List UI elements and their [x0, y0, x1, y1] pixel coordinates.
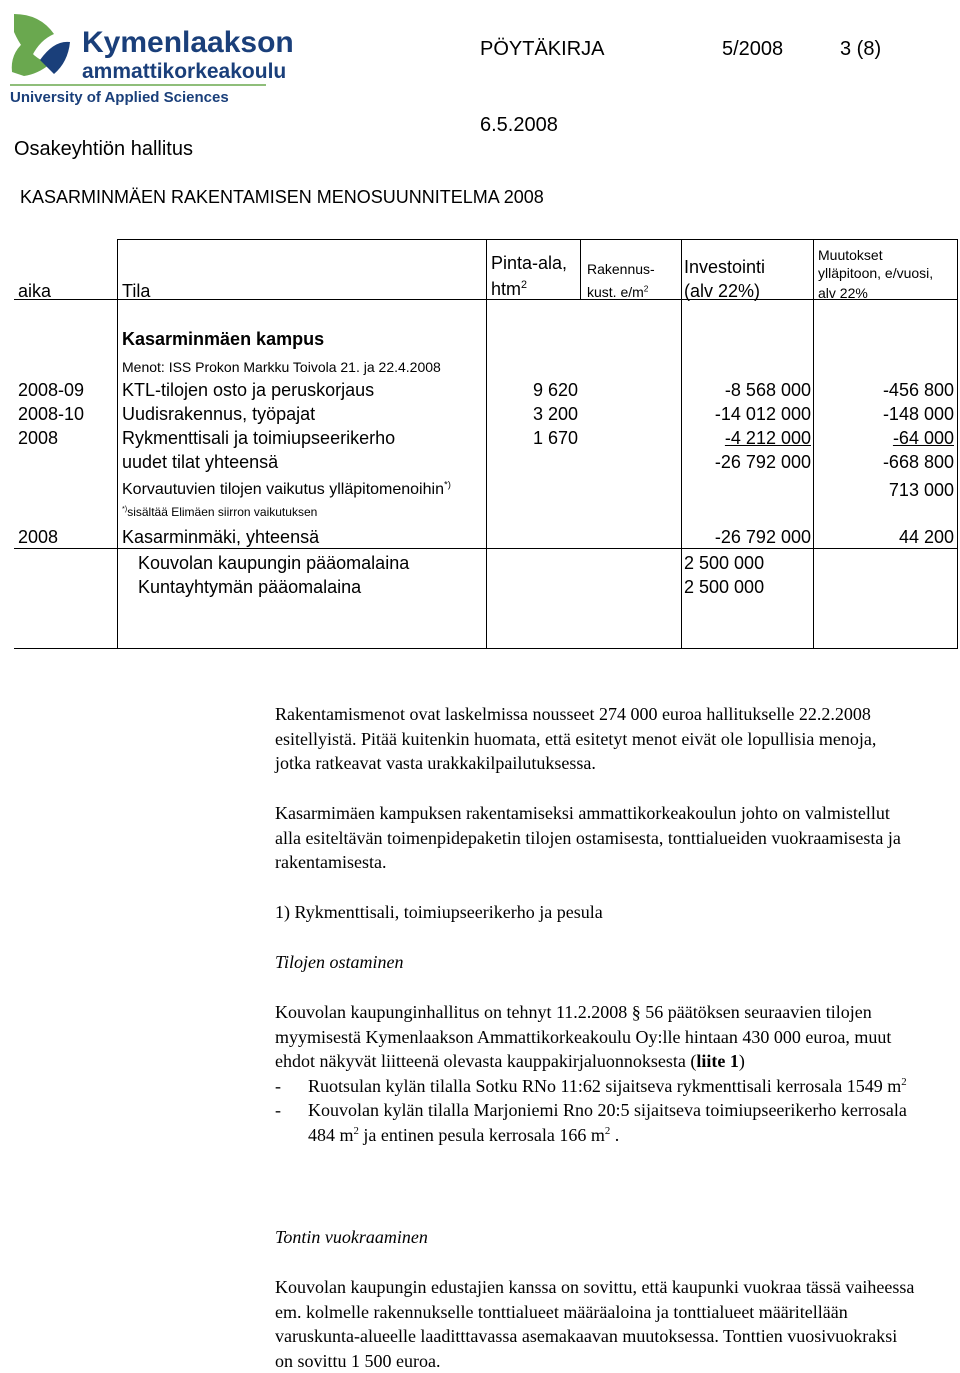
paragraph-1: Rakentamismenot ovat laskelmissa nousseet 274 000 euroa hallitukselle 22.2.2008 esitellyistä. Pitää kuitenkin huomata, että esitetyt menot eivät ole lopullisia menoja, jotka ratkeavat vasta urakkakilpailutuksessa. [275, 704, 877, 773]
paragraph-3: Kouvolan kaupunginhallitus on tehnyt 11.2.2008 § 56 päätöksen seuraavien tilojen myymisestä Kymenlaakson Ammattikorkeakoulu Oy:lle hintaan 430 000 euroa, muut ehdot näkyvät liitteenä olevasta kauppakirjaluonnoksesta (liite 1) - Ruotsulan kylän tilalla Sotku RNo 11:62 sijaitseva rykmenttisali kerrosala 1549 $m^2$ - Kouvolan kylän tilalla Marjoniemi Rno 20:5 sijaitseva toimiupseerikerho kerrosala 484 $m^2$ ja entinen pesula kerrosala 166 $m^2$ . [275, 1000, 915, 1147]
total-aika: 2008 [18, 527, 59, 547]
subtotal-inv: -26 792 000 [714, 452, 811, 472]
list-item: - Kouvolan kylän tilalla Marjoniemi Rno 20:5 sijaitseva toimiupseerikerho kerrosala 484 $m^2$ ja entinen pesula kerrosala 166 $m^2$ . [275, 1100, 907, 1145]
footnote: *)sisältää Elimäen siirron vaikutuksen [122, 504, 318, 519]
row3-pinta: 1 670 [532, 428, 578, 448]
row1-aika: 2008-09 [18, 380, 85, 400]
row2-aika: 2008-10 [18, 404, 85, 424]
header-aika: aika [18, 281, 52, 301]
logo-name: Kymenlaakson [82, 26, 294, 59]
row1-tila: KTL-tilojen osto ja peruskorjaus [122, 380, 375, 400]
heading-3: Tontin vuokraaminen [275, 1227, 428, 1247]
paragraph-4: Kouvolan kaupungin edustajien kanssa on sovittu, että kaupunki vuokraa tässä vaiheessa em. kolmelle rakennukselle tonttialueet määräaloina ja tonttialueet määritellään varuskunta-alueelle laaditttavassa asemakaavan muutoksessa. Tonttien vuosivuokraksi on sovittu 1 500 euroa. [275, 1277, 915, 1371]
logo [10, 12, 294, 108]
doc-type: PÖYTÄKIRJA [480, 38, 605, 60]
loan2-label: Kuntayhtymän pääomalaina [138, 577, 362, 597]
total-label: Kasarminmäki, yhteensä [122, 527, 320, 547]
paragraph-2: Kasarmimäen kampuksen rakentamiseksi ammattikorkeakoulun johto on valmistellut alla esiteltävän toimenpidepaketin tilojen ostamisesta, tonttialueiden vuokraamisesta ja rakentamisesta. [275, 803, 901, 872]
page-number: 3 (8) [840, 38, 882, 60]
row2-pinta: 3 200 [532, 404, 578, 424]
row2-tila: Uudisrakennus, työpajat [122, 404, 316, 424]
header-muutokset-line2: ylläpitoon, e/vuosi, [818, 265, 934, 281]
logo-subname: ammattikorkeakoulu [82, 60, 287, 83]
heading-1: 1) Rykmenttisali, toimiupseerikerho ja pesula [275, 902, 603, 922]
header-muutokset-line1: Muutokset [818, 247, 883, 263]
heading-2: Tilojen ostaminen [275, 952, 404, 972]
korvaus-muut: 713 000 [888, 480, 954, 500]
document-title: KASARMINMÄEN RAKENTAMISEN MENOSUUNNITELMA 2008 [20, 187, 544, 207]
list-item: - Ruotsulan kylän tilalla Sotku RNo 11:62 sijaitseva rykmenttisali kerrosala 1549 $m^2$ [275, 1075, 907, 1096]
subtotal-muut: -668 800 [882, 452, 954, 472]
row1-inv: -8 568 000 [724, 380, 811, 400]
header-pinta-ala-line1: Pinta-ala, [491, 253, 568, 273]
logo-mark [12, 14, 70, 76]
section-title: Kasarminmäen kampus [122, 329, 325, 349]
logo-english: University of Applied Sciences [10, 89, 229, 106]
header-pinta-ala-line2: htm$^2$ [491, 279, 528, 299]
row1-pinta: 9 620 [532, 380, 578, 400]
header-tila: Tila [122, 281, 151, 301]
section-note: Menot: ISS Prokon Markku Toivola 21. ja 22.4.2008 [122, 359, 441, 375]
header-muutokset-line3: alv 22% [818, 285, 868, 301]
row2-muut: -148 000 [882, 404, 954, 424]
governing-body: Osakeyhtiön hallitus [14, 138, 193, 160]
total-muut: 44 200 [898, 527, 954, 547]
loan1-value: 2 500 000 [684, 553, 765, 573]
loan2-value: 2 500 000 [684, 577, 765, 597]
doc-number: 5/2008 [722, 38, 784, 60]
row1-muut: -456 800 [882, 380, 954, 400]
header-investointi-line1: Investointi [684, 257, 766, 277]
row2-inv: -14 012 000 [714, 404, 811, 424]
loan1-label: Kouvolan kaupungin pääomalaina [138, 553, 410, 573]
korvaus-label: Korvautuvien tilojen vaikutus ylläpitomenoihin*) [122, 479, 451, 498]
subtotal-label: uudet tilat yhteensä [122, 452, 279, 472]
total-inv: -26 792 000 [714, 527, 811, 547]
header-investointi-line2: (alv 22%) [684, 281, 761, 301]
header-rakennuskust-line1: Rakennus- [587, 261, 655, 277]
row3-inv: -4 212 000 [724, 428, 811, 448]
header-rakennuskust-line2: kust. $e/m^2$ [587, 283, 649, 300]
row3-muut: -64 000 [892, 428, 954, 448]
meeting-date: 6.5.2008 [480, 114, 558, 136]
budget-table [14, 239, 958, 649]
row3-aika: 2008 [18, 428, 59, 448]
row3-tila: Rykmenttisali ja toimiupseerikerho [122, 428, 396, 448]
